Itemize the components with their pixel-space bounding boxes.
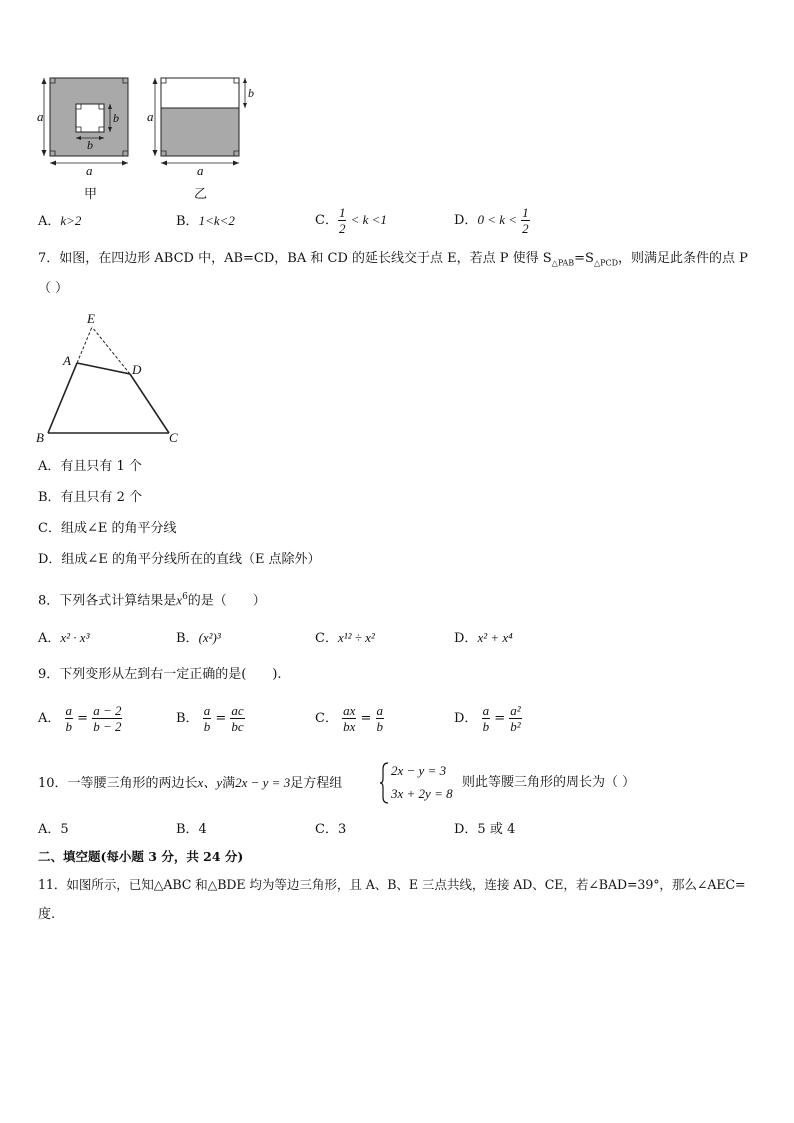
q9-c-right-num: a bbox=[376, 703, 384, 718]
q7-label-a: A bbox=[63, 353, 71, 368]
yi-a-side: a bbox=[147, 109, 154, 124]
jia-label: 甲 bbox=[84, 187, 98, 202]
q9-d-right bbox=[509, 703, 521, 734]
q9-d-left bbox=[482, 703, 491, 734]
q6-b-expr: 1<k<2 bbox=[198, 213, 235, 228]
q9-c-label: C． bbox=[315, 711, 338, 726]
q9-c-left-den: bx bbox=[343, 719, 356, 734]
q8-d-expr: x² + x⁴ bbox=[477, 630, 513, 645]
q9-b-right-den: bc bbox=[231, 719, 244, 734]
q6-c-frac bbox=[338, 205, 347, 236]
q10-vars: x、y bbox=[197, 775, 223, 790]
q6-d-label: D． bbox=[454, 213, 478, 228]
q7-label-d: D bbox=[132, 362, 142, 377]
q7-eq: =S bbox=[574, 251, 594, 266]
q11-line1: 11．如图所示，已知△ABC 和△BDE 均为等边三角形，且 A、B、E 三点共线，连接 AD、CE，若∠BAD=39°，那么∠AEC= bbox=[38, 877, 746, 892]
q7-label-b: B bbox=[36, 430, 44, 445]
q9-a-right-num: a − 2 bbox=[93, 703, 122, 718]
q8-option-a bbox=[38, 629, 89, 648]
figure-jia-yi bbox=[30, 70, 260, 210]
q6-d-head: 0 < k < bbox=[477, 212, 518, 227]
q9-b-right bbox=[230, 703, 244, 734]
q10-eq1: 2x − y = 3 bbox=[391, 763, 447, 778]
q7-sub2: △PCD bbox=[593, 258, 619, 268]
q6-c-den: 2 bbox=[338, 221, 346, 236]
q9-stem: 9．下列变形从左到右一定正确的是( ). bbox=[38, 667, 282, 682]
q10-stem-post: 则此等腰三角形的周长为（ ） bbox=[462, 775, 636, 790]
q9-option-b: B． $\frac{a}{b}$ = $\frac{ac}{bc}$ bbox=[176, 703, 244, 734]
q6-c-tail: < k <1 bbox=[350, 212, 387, 227]
q8-a-expr: x² · x³ bbox=[60, 630, 90, 645]
q10-option-d: D．5 或 4 bbox=[454, 822, 516, 837]
q6-option-a bbox=[38, 212, 81, 231]
yi-a-bottom: a bbox=[197, 163, 204, 178]
q8-option-d bbox=[454, 629, 513, 648]
q10-option-c: C．3 bbox=[315, 822, 347, 837]
q10-mid2: 足方程组 bbox=[290, 776, 343, 791]
q9-option-a: A． $\frac{a}{b}$ = $\frac{a - 2}{b - 2}$ bbox=[38, 703, 122, 734]
q9-b-left-den: b bbox=[203, 719, 211, 734]
q9-c-left bbox=[342, 703, 356, 734]
jia-b-side: b bbox=[113, 111, 119, 125]
q7-stem-pre: 7．如图，在四边形 ABCD 中，AB=CD，BA 和 CD 的延长线交于点 E，若点 P 使得 S bbox=[38, 251, 552, 266]
q6-a-expr: k>2 bbox=[60, 213, 82, 228]
q9-d-left-den: b bbox=[482, 719, 490, 734]
q8-stem-var: x bbox=[176, 592, 183, 608]
q11-line2: 度. bbox=[38, 907, 56, 922]
q9-c-left-num: ax bbox=[343, 703, 356, 718]
q8-b-label: B． bbox=[176, 631, 199, 646]
q8-d-label: D． bbox=[454, 631, 478, 646]
q8-option-b bbox=[176, 629, 221, 648]
q9-option-d: D． $\frac{a}{b}$ = $\frac{\text{a²}}{\text{b²}}$ bbox=[454, 703, 521, 734]
jia-a-bottom: a bbox=[86, 163, 93, 178]
q8-a-label: A． bbox=[38, 631, 61, 646]
q9-d-label: D． bbox=[454, 711, 478, 726]
q7-option-a: A．有且只有 1 个 bbox=[38, 459, 142, 474]
q6-b-label: B． bbox=[176, 214, 199, 229]
q8-option-c bbox=[315, 629, 375, 648]
q7-label-e: E bbox=[87, 311, 95, 326]
q9-a-left-num: a bbox=[65, 703, 73, 718]
q9-a-left-den: b bbox=[65, 719, 73, 734]
q7-stem-post: ，则满足此条件的点 P bbox=[618, 251, 748, 266]
q8-stem bbox=[38, 588, 266, 610]
yi-b-side: b bbox=[248, 86, 254, 100]
q6-option-c bbox=[315, 205, 387, 236]
q9-d-right-den: b² bbox=[510, 719, 521, 734]
q7-option-d: D．组成∠E 的角平分线所在的直线（E 点除外） bbox=[38, 552, 321, 567]
q10-cond: 2x − y = 3 bbox=[235, 775, 291, 790]
q9-c-right bbox=[376, 703, 385, 734]
figure-yi bbox=[153, 78, 248, 166]
q7-option-c: C．组成∠E 的角平分线 bbox=[38, 521, 177, 536]
q6-option-d bbox=[454, 205, 530, 236]
q10-eq2: 3x + 2y = 8 bbox=[391, 786, 453, 801]
q7-figure bbox=[32, 308, 192, 448]
jia-a-side: a bbox=[37, 109, 44, 124]
q8-c-expr: x¹² ÷ x² bbox=[337, 630, 375, 645]
q9-b-right-num: ac bbox=[231, 703, 244, 718]
q7-label-c: C bbox=[169, 430, 178, 445]
q8-stem-post: 的是（ ） bbox=[187, 593, 266, 609]
jia-b-bottom: b bbox=[87, 138, 93, 152]
q8-stem-pre: 8．下列各式计算结果是 bbox=[38, 593, 177, 609]
q9-b-left bbox=[203, 703, 212, 734]
q10-option-a: A．5 bbox=[38, 822, 69, 837]
q9-d-left-num: a bbox=[482, 703, 490, 718]
q9-a-right bbox=[92, 703, 122, 734]
q10-option-b: B．4 bbox=[176, 822, 207, 837]
q6-a-label: A． bbox=[38, 214, 61, 229]
yi-label: 乙 bbox=[194, 187, 208, 202]
q6-d-frac bbox=[521, 205, 530, 236]
q6-c-num: 1 bbox=[338, 205, 346, 220]
q7-option-b: B．有且只有 2 个 bbox=[38, 490, 143, 505]
q9-a-left bbox=[65, 703, 74, 734]
q9-a-right-den: b − 2 bbox=[93, 719, 122, 734]
q6-d-den: 2 bbox=[522, 221, 529, 236]
q8-b-expr: (x²)³ bbox=[198, 630, 221, 645]
q7-stem bbox=[38, 250, 748, 273]
section-fill-in-heading: 二、填空题(每小题 3 分，共 24 分) bbox=[38, 849, 244, 864]
q10-stem-pre: 10．一等腰三角形的两边长 bbox=[38, 776, 198, 791]
q10-system bbox=[380, 761, 460, 805]
q10-mid: 满 bbox=[222, 776, 236, 791]
q6-option-b bbox=[176, 212, 235, 231]
q8-stem-exp: 6 bbox=[182, 592, 188, 602]
q9-a-label: A． bbox=[38, 711, 61, 726]
q9-b-label: B． bbox=[176, 711, 199, 726]
q7-paren: （ ） bbox=[38, 281, 69, 296]
q10-stem bbox=[38, 774, 342, 793]
q7-sub1: △PAB bbox=[551, 258, 575, 268]
q8-c-label: C． bbox=[315, 631, 338, 646]
q9-c-right-den: b bbox=[376, 719, 384, 734]
q9-b-left-num: a bbox=[203, 703, 211, 718]
q9-option-c: C． $\frac{ax}{bx}$ = $\frac{a}{b}$ bbox=[315, 703, 384, 734]
q6-d-num: 1 bbox=[522, 205, 529, 220]
q9-d-right-num: a² bbox=[510, 703, 521, 718]
q10-brace bbox=[380, 761, 390, 805]
q6-c-label: C． bbox=[315, 213, 338, 228]
